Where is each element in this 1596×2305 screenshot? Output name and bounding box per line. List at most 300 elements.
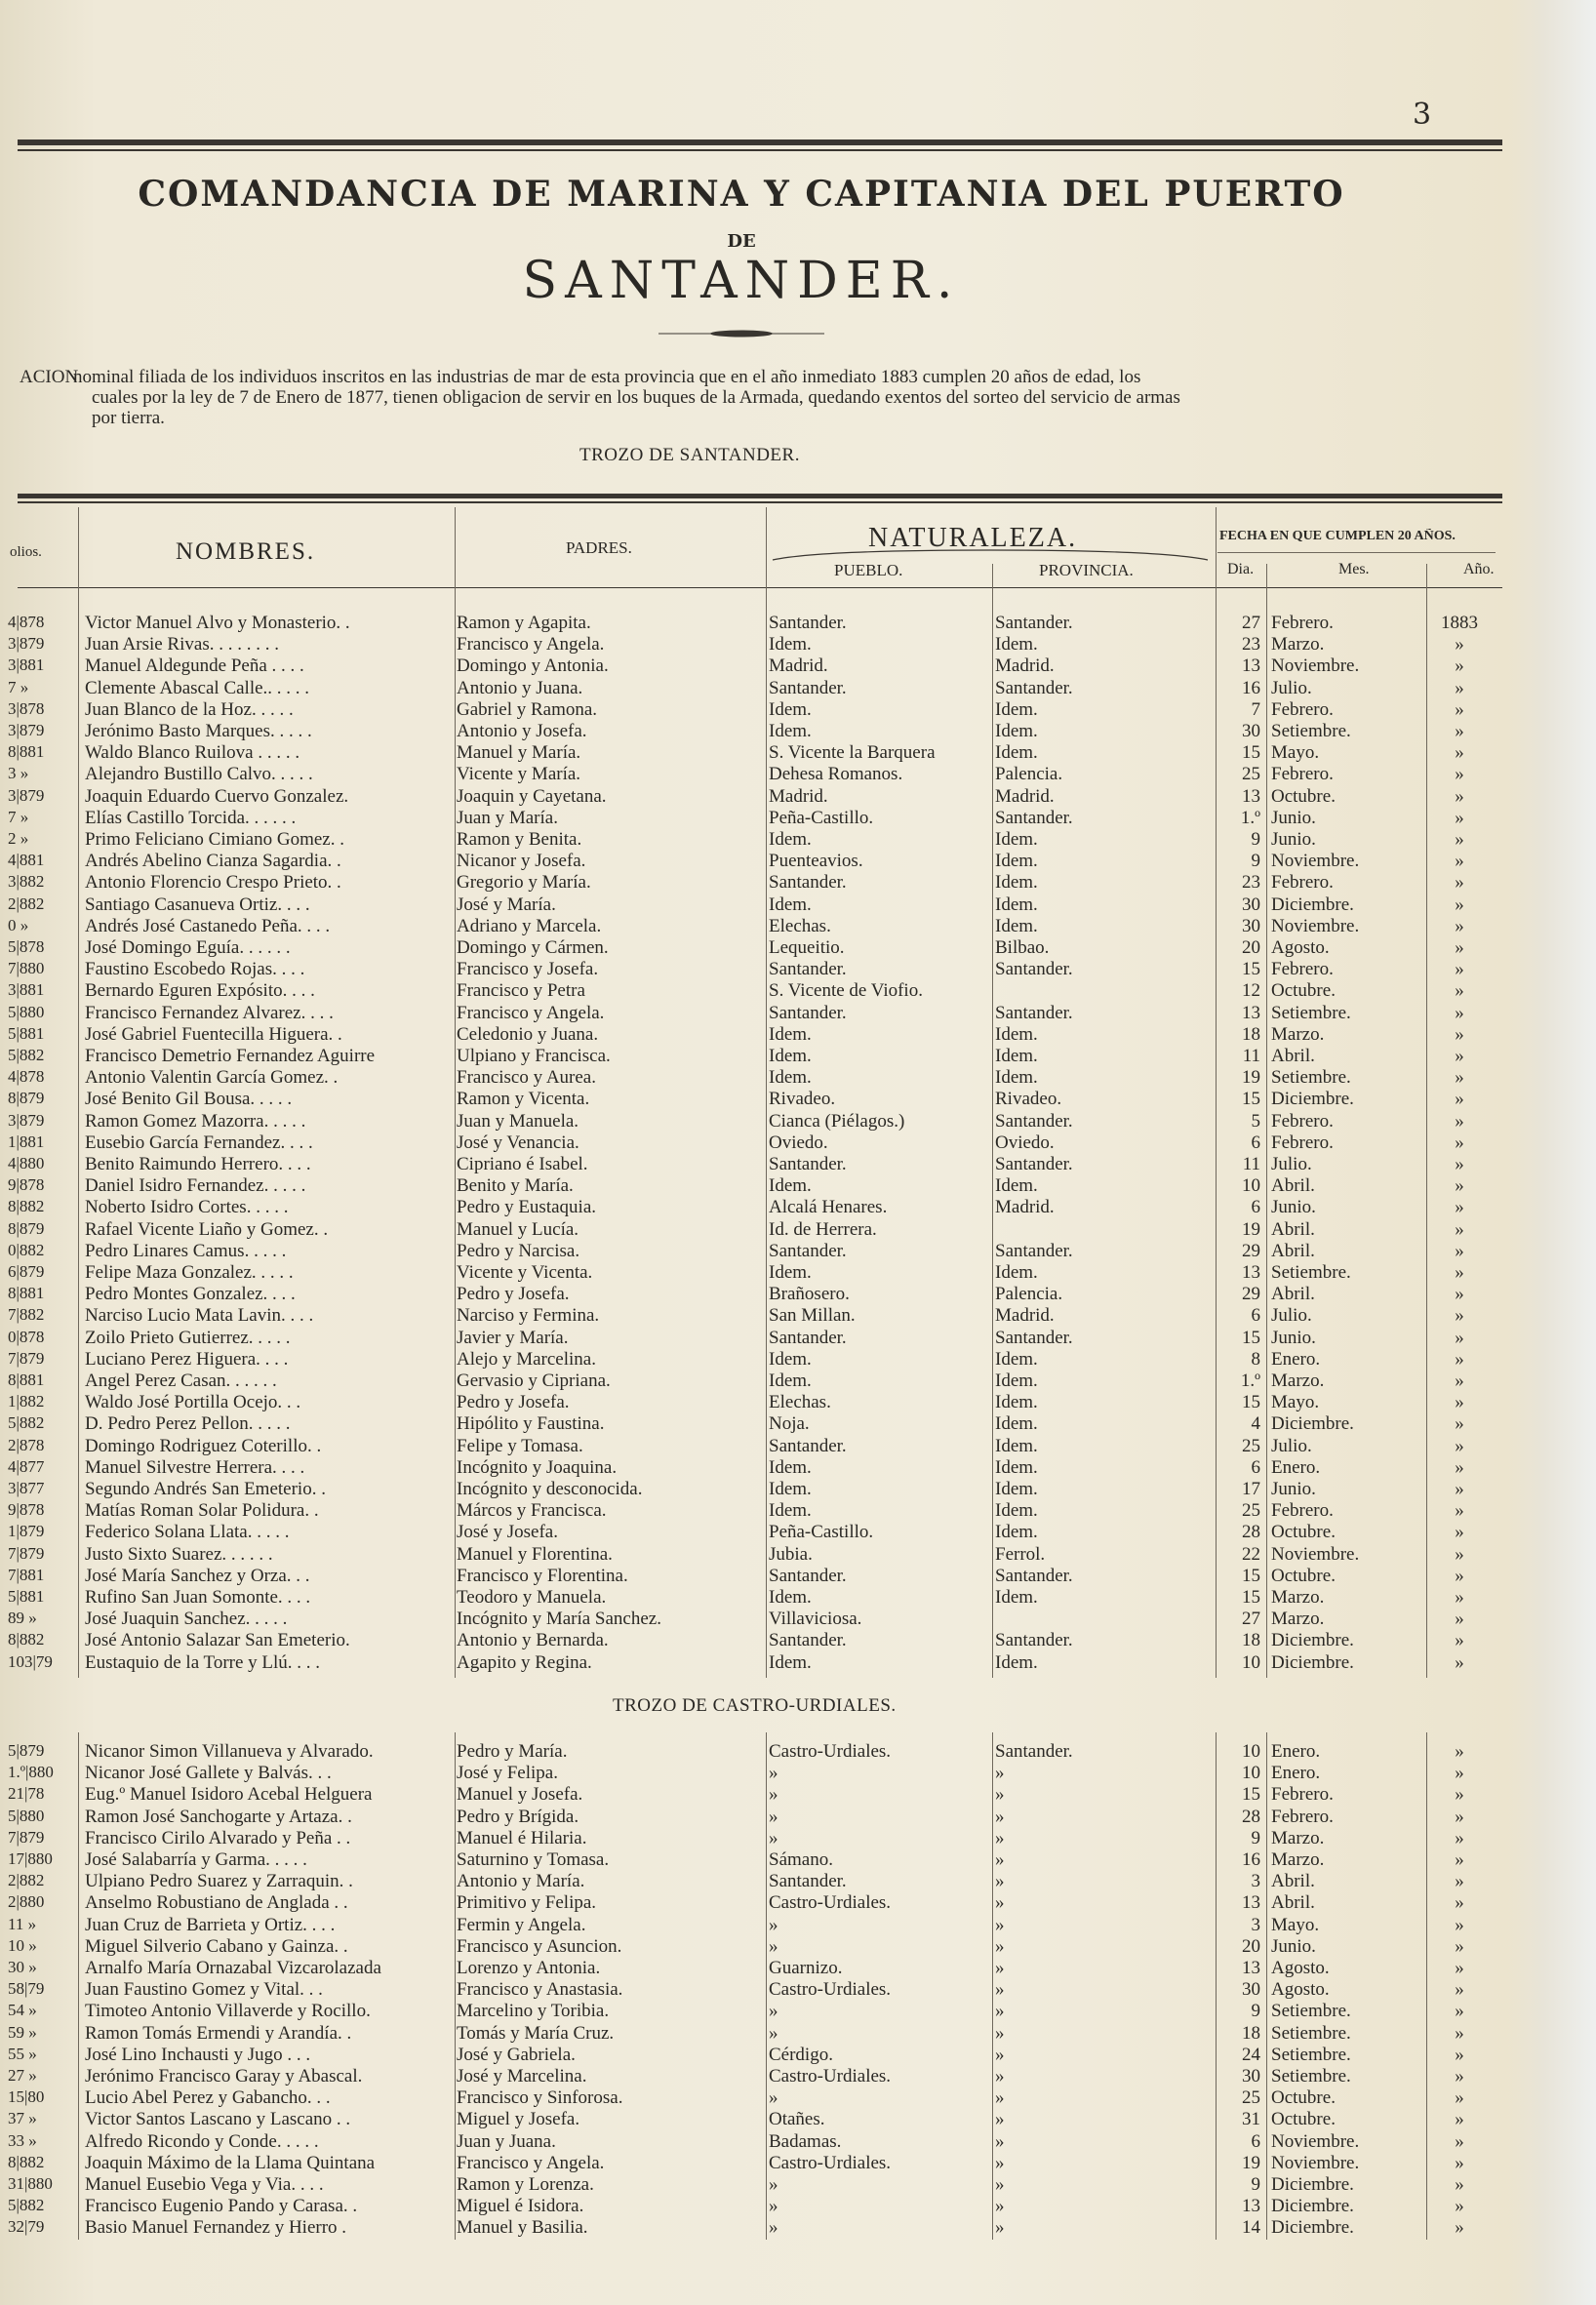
name-cell: José Lino Inchausti y Jugo . . . [85,2044,311,2065]
folio-cell: 7 » [8,807,29,826]
folio-cell: 5|880 [8,1002,45,1021]
folio-cell: 0 » [8,915,29,934]
province-cell: Santander. [995,1565,1073,1586]
table-row [0,829,1522,851]
table-row [0,1175,1522,1197]
town-cell: Cianca (Piélagos.) [769,1110,905,1132]
folio-cell: 5|878 [8,937,45,956]
table-row [0,1154,1522,1175]
parents-cell: Incógnito y desconocida. [457,1479,643,1499]
table-row [0,656,1522,677]
parents-cell: Pedro y Eustaquia. [457,1197,597,1218]
folio-cell: 5|881 [8,1023,45,1043]
town-cell: Santander. [769,1871,847,1892]
table-row [0,1630,1522,1651]
name-cell: Ramon Gomez Mazorra. . . . . [85,1110,306,1132]
month-cell: Setiembre. [1271,1262,1351,1283]
town-cell: Alcalá Henares. [769,1197,888,1218]
day-cell: 7 [1251,698,1260,720]
year-cell: » [1455,1892,1464,1914]
month-cell: Junio. [1271,807,1316,828]
table-row [0,1958,1522,1979]
table-row [0,1349,1522,1371]
parents-cell: Antonio y María. [457,1871,585,1892]
folio-cell: 4|881 [8,851,45,870]
province-cell: Idem. [995,1651,1038,1673]
table-row [0,1003,1522,1024]
month-cell: Febrero. [1271,1806,1334,1827]
month-cell: Abril. [1271,1892,1315,1914]
month-cell: Enero. [1271,1348,1321,1370]
province-cell: » [995,1849,1005,1870]
day-cell: 6 [1251,1132,1260,1153]
folio-cell: 3|879 [8,785,45,805]
province-cell: Idem. [995,1435,1038,1456]
province-cell: Ferrol. [995,1543,1046,1565]
town-cell: Castro-Urdiales. [769,1979,892,2001]
parents-cell: Celedonio y Juana. [457,1023,599,1045]
table-row [0,2045,1522,2066]
province-cell: Santander. [995,1327,1073,1348]
day-cell: 17 [1242,1479,1260,1499]
province-cell: Idem. [995,1067,1038,1089]
town-cell: Idem. [769,1651,812,1673]
name-cell: Daniel Isidro Fernandez. . . . . [85,1175,306,1197]
header-rule-fecha [1217,552,1496,553]
header-folios: olios. [10,544,42,560]
parents-cell: Felipe y Tomasa. [457,1435,583,1456]
year-cell: » [1455,2022,1464,2044]
day-cell: 9 [1251,2174,1260,2195]
name-cell: Bernardo Eguren Expósito. . . . [85,980,315,1002]
province-cell: Idem. [995,894,1038,915]
parents-cell: José y Venancia. [457,1132,579,1153]
town-cell: Santander. [769,959,847,980]
header-padres: PADRES. [566,538,632,557]
year-cell: » [1455,915,1464,936]
folio-cell: 3|881 [8,656,45,675]
year-cell: » [1455,2152,1464,2173]
year-cell: » [1455,1609,1464,1630]
day-cell: 20 [1242,1935,1260,1957]
month-cell: Junio. [1271,1327,1316,1348]
month-cell: Junio. [1271,829,1316,850]
folio-cell: 31|880 [8,2174,53,2193]
name-cell: Santiago Casanueva Ortiz. . . . [85,894,310,915]
folio-cell: 7|879 [8,1348,45,1368]
town-cell: Elechas. [769,915,831,936]
parents-cell: Gervasio y Cipriana. [457,1371,611,1391]
year-cell: » [1455,980,1464,1002]
month-cell: Setiembre. [1271,1002,1351,1023]
town-cell: Santander. [769,1435,847,1456]
month-cell: Diciembre. [1271,1651,1354,1673]
name-cell: Miguel Silverio Cabano y Gainza. . [85,1935,348,1957]
name-cell: Eug.º Manuel Isidoro Acebal Helguera [85,1784,373,1806]
town-cell: Id. de Herrera. [769,1218,877,1240]
province-cell: Idem. [995,1392,1038,1413]
day-cell: 23 [1242,872,1260,894]
folio-cell: 7|881 [8,1565,45,1584]
day-cell: 25 [1242,764,1260,785]
day-cell: 22 [1242,1543,1260,1565]
table-top-rule [18,494,1502,498]
town-cell: Idem. [769,1023,812,1045]
day-cell: 3 [1251,1914,1260,1935]
day-cell: 30 [1242,2066,1260,2086]
town-cell: Idem. [769,1371,812,1391]
folio-cell: 58|79 [8,1979,45,1999]
name-cell: Noberto Isidro Cortes. . . . . [85,1197,289,1218]
name-cell: Joaquin Máximo de la Llama Quintana [85,2152,376,2173]
province-cell: Bilbao. [995,937,1050,958]
year-cell: » [1455,1979,1464,2001]
folio-cell: 3|877 [8,1479,45,1497]
name-cell: Antonio Valentin García Gomez. . [85,1067,339,1089]
folio-cell: 55 » [8,2044,37,2063]
month-cell: Febrero. [1271,613,1334,633]
month-cell: Diciembre. [1271,894,1354,915]
day-cell: 13 [1242,1892,1260,1914]
table-row [0,742,1522,764]
folio-cell: 7|880 [8,959,45,978]
month-cell: Marzo. [1271,1849,1325,1870]
day-cell: 4 [1251,1413,1260,1435]
day-cell: 1.º [1240,807,1260,828]
day-cell: 11 [1242,1154,1260,1174]
month-cell: Marzo. [1271,1827,1325,1848]
town-cell: » [769,1784,778,1806]
town-cell: » [769,1763,778,1784]
day-cell: 28 [1242,1522,1260,1543]
name-cell: Francisco Eugenio Pando y Carasa. . [85,2196,358,2217]
day-cell: 25 [1242,1435,1260,1456]
name-cell: Alfredo Ricondo y Conde. . . . . [85,2130,319,2152]
name-cell: Ulpiano Pedro Suarez y Zarraquin. . [85,1871,353,1892]
name-cell: Angel Perez Casan. . . . . . [85,1371,277,1391]
province-cell: » [995,1784,1005,1806]
parents-cell: Marcelino y Toribia. [457,2001,610,2022]
name-cell: Juan Blanco de la Hoz. . . . . [85,698,294,720]
month-cell: Enero. [1271,1456,1321,1478]
day-cell: 13 [1242,1002,1260,1023]
month-cell: Febrero. [1271,1500,1334,1522]
day-cell: 30 [1242,915,1260,936]
table-row [0,980,1522,1002]
town-cell: Idem. [769,1067,812,1089]
town-cell: Puenteavios. [769,851,863,872]
name-cell: Nicanor José Gallete y Balvás. . . [85,1763,332,1784]
table-row [0,2174,1522,2196]
day-cell: 18 [1242,1630,1260,1651]
folio-cell: 30 » [8,1958,37,1976]
province-cell: Idem. [995,721,1038,741]
parents-cell: Benito y María. [457,1175,574,1197]
province-cell: » [995,1806,1005,1827]
year-cell: » [1455,2109,1464,2130]
day-cell: 19 [1242,1067,1260,1089]
intro-line-3: por tierra. [92,408,165,428]
province-cell: Palencia. [995,764,1063,785]
town-cell: Santander. [769,1002,847,1023]
town-cell: S. Vicente de Viofio. [769,980,923,1002]
name-cell: Rafael Vicente Liaño y Gomez. . [85,1218,329,1240]
month-cell: Noviembre. [1271,915,1360,936]
province-cell: Idem. [995,1456,1038,1478]
year-cell: » [1455,807,1464,828]
province-cell: » [995,2152,1005,2173]
name-cell: Manuel Eusebio Vega y Via. . . . [85,2174,324,2195]
year-cell: » [1455,829,1464,850]
parents-cell: Francisco y Anastasia. [457,1979,623,2001]
month-cell: Mayo. [1271,1914,1320,1935]
folio-cell: 59 » [8,2022,37,2042]
parents-cell: Pedro y María. [457,1741,568,1762]
parents-cell: Manuel y Florentina. [457,1543,613,1565]
day-cell: 10 [1242,1741,1260,1762]
parents-cell: Javier y María. [457,1327,569,1348]
town-cell: Idem. [769,1500,812,1522]
parents-cell: Fermin y Angela. [457,1914,586,1935]
province-cell: Idem. [995,1262,1038,1283]
name-cell: Rufino San Juan Somonte. . . . [85,1587,311,1608]
year-cell: » [1455,1110,1464,1132]
parents-cell: Domingo y Cármen. [457,937,609,958]
name-cell: Domingo Rodriguez Coterillo. . [85,1435,322,1456]
year-cell: » [1455,1763,1464,1784]
month-cell: Abril. [1271,1046,1315,1066]
province-cell: Oviedo. [995,1132,1055,1153]
name-cell: Andrés José Castanedo Peña. . . . [85,915,331,936]
table-row [0,1763,1522,1784]
name-cell: Timoteo Antonio Villaverde y Rocillo. [85,2001,371,2022]
day-cell: 20 [1242,937,1260,958]
town-cell: Cérdigo. [769,2044,833,2065]
folio-cell: 4|878 [8,613,45,631]
day-cell: 15 [1242,1392,1260,1413]
day-cell: 13 [1242,1958,1260,1978]
folio-cell: 4|878 [8,1067,45,1087]
town-cell: » [769,1914,778,1935]
table-row [0,2153,1522,2174]
name-cell: Clemente Abascal Calle.. . . . . [85,677,310,698]
table-row [0,1566,1522,1587]
parents-cell: Saturnino y Tomasa. [457,1849,610,1870]
province-cell: Idem. [995,915,1038,936]
province-cell: Madrid. [995,1197,1055,1218]
folio-cell: 3|882 [8,872,45,892]
year-cell: » [1455,1784,1464,1806]
month-cell: Febrero. [1271,1784,1334,1806]
town-cell: » [769,1935,778,1957]
name-cell: Juan Faustino Gomez y Vital. . . [85,1979,323,2001]
parents-cell: Pedro y Josefa. [457,1392,570,1413]
town-cell: Santander. [769,1630,847,1651]
folio-cell: 4|880 [8,1154,45,1172]
parents-cell: Gabriel y Ramona. [457,698,598,720]
province-cell: » [995,2001,1005,2022]
parents-cell: Juan y María. [457,807,558,828]
table-row [0,1219,1522,1241]
town-cell: Brañosero. [769,1284,850,1305]
name-cell: José Domingo Eguía. . . . . . [85,937,291,958]
name-cell: José Salabarría y Garma. . . . . [85,1849,307,1870]
folio-cell: 7|879 [8,1543,45,1563]
folio-cell: 8|881 [8,1371,45,1389]
year-cell: » [1455,2001,1464,2022]
name-cell: Primo Feliciano Cimiano Gomez. . [85,829,344,850]
name-cell: Luciano Perez Higuera. . . . [85,1348,289,1370]
day-cell: 18 [1242,2022,1260,2044]
parents-cell: Manuel y Basilia. [457,2217,588,2239]
table-row [0,786,1522,808]
header-dia: Dia. [1227,561,1255,577]
intro-lead: ACION [20,367,79,387]
day-cell: 29 [1242,1284,1260,1305]
table-row [0,1413,1522,1435]
table-row [0,2109,1522,2130]
day-cell: 15 [1242,1587,1260,1608]
table-row [0,1979,1522,2001]
name-cell: Faustino Escobedo Rojas. . . . [85,959,305,980]
parents-cell: Ulpiano y Francisca. [457,1046,611,1066]
town-cell: Idem. [769,1348,812,1370]
town-cell: Castro-Urdiales. [769,1892,892,1914]
parents-cell: Incógnito y Joaquina. [457,1456,618,1478]
month-cell: Noviembre. [1271,851,1360,872]
table-row [0,2023,1522,2045]
name-cell: Pedro Linares Camus. . . . . [85,1240,287,1261]
table-row [0,916,1522,937]
province-cell: Idem. [995,1413,1038,1435]
town-cell: Idem. [769,721,812,741]
folio-cell: 8|881 [8,742,45,762]
town-cell: Santander. [769,872,847,894]
folio-cell: 6|879 [8,1262,45,1281]
province-cell: Idem. [995,872,1038,894]
table-row [0,1197,1522,1218]
folio-cell: 5|882 [8,2196,45,2215]
parents-cell: Teodoro y Manuela. [457,1587,607,1608]
parents-cell: Vicente y Vicenta. [457,1262,593,1283]
parents-cell: Agapito y Regina. [457,1651,592,1673]
parents-cell: Joaquin y Cayetana. [457,785,607,807]
folio-cell: 1.º|880 [8,1763,54,1782]
month-cell: Marzo. [1271,1023,1325,1045]
folio-cell: 0|882 [8,1240,45,1259]
town-cell: Dehesa Romanos. [769,764,903,785]
table-row [0,1652,1522,1674]
year-cell: » [1455,872,1464,894]
table-row [0,1892,1522,1914]
year-cell: » [1455,1565,1464,1586]
year-cell: » [1455,1023,1464,1045]
table-row [0,678,1522,699]
day-cell: 9 [1251,851,1260,872]
parents-cell: Ramon y Agapita. [457,613,591,633]
town-cell: Guarnizo. [769,1958,843,1978]
year-cell: » [1455,1413,1464,1435]
parents-cell: Ramon y Lorenza. [457,2174,594,2195]
table-row [0,1609,1522,1630]
year-cell: » [1455,894,1464,915]
town-cell: Idem. [769,1479,812,1499]
name-cell: Antonio Florencio Crespo Prieto. . [85,872,341,894]
ornament-divider [658,330,824,338]
town-cell: » [769,2001,778,2022]
day-cell: 19 [1242,1218,1260,1240]
name-cell: D. Pedro Perez Pellon. . . . . [85,1413,291,1435]
table-row [0,1522,1522,1543]
province-cell: Idem. [995,1371,1038,1391]
parents-cell: Domingo y Antonia. [457,656,609,677]
year-cell: » [1455,2196,1464,2217]
province-cell: » [995,2130,1005,2152]
intro-paragraph [20,367,1512,428]
month-cell: Junio. [1271,1935,1316,1957]
name-cell: Juan Arsie Rivas. . . . . . . . [85,634,279,656]
year-cell: » [1455,1218,1464,1240]
month-cell: Junio. [1271,1479,1316,1499]
province-cell: » [995,1958,1005,1978]
name-cell: Nicanor Simon Villanueva y Alvarado. [85,1741,374,1762]
parents-cell: Ramon y Vicenta. [457,1089,590,1110]
folio-cell: 8|882 [8,1630,45,1649]
month-cell: Julio. [1271,1154,1312,1174]
day-cell: 27 [1242,1609,1260,1630]
day-cell: 10 [1242,1175,1260,1197]
table-row [0,1067,1522,1089]
town-cell: San Millan. [769,1305,856,1327]
year-cell: » [1455,1392,1464,1413]
year-cell: » [1455,1543,1464,1565]
day-cell: 15 [1242,959,1260,980]
table-row [0,894,1522,916]
year-cell: » [1455,1849,1464,1870]
day-cell: 12 [1242,980,1260,1002]
parents-cell: Adriano y Marcela. [457,915,602,936]
table-row [0,851,1522,872]
day-cell: 16 [1242,1849,1260,1870]
town-cell: Idem. [769,1456,812,1478]
folio-cell: 2 » [8,829,29,848]
parents-cell: Francisco y Angela. [457,634,605,656]
year-cell: » [1455,2174,1464,2195]
name-cell: Juan Cruz de Barrieta y Ortiz. . . . [85,1914,336,1935]
name-cell: Manuel Aldegunde Peña . . . . [85,656,304,677]
province-cell: Palencia. [995,1284,1063,1305]
name-cell: Ramon José Sanchogarte y Artaza. . [85,1806,352,1827]
year-cell: » [1455,1435,1464,1456]
table-row [0,1241,1522,1262]
month-cell: Abril. [1271,1240,1315,1261]
province-cell: » [995,1892,1005,1914]
year-cell: » [1455,1262,1464,1283]
month-cell: Enero. [1271,1741,1321,1762]
year-cell: » [1455,1935,1464,1957]
header-mes: Mes. [1338,561,1370,577]
year-cell: » [1455,1827,1464,1848]
parents-cell: Francisco y Petra [457,980,585,1002]
day-cell: 9 [1251,829,1260,850]
parents-cell: Francisco y Aurea. [457,1067,596,1089]
name-cell: José Antonio Salazar San Emeterio. [85,1630,350,1651]
month-cell: Julio. [1271,1305,1312,1327]
name-cell: Francisco Cirilo Alvarado y Peña . . [85,1827,351,1848]
name-cell: Elías Castillo Torcida. . . . . . [85,807,297,828]
year-cell: » [1455,1067,1464,1089]
month-cell: Abril. [1271,1284,1315,1305]
